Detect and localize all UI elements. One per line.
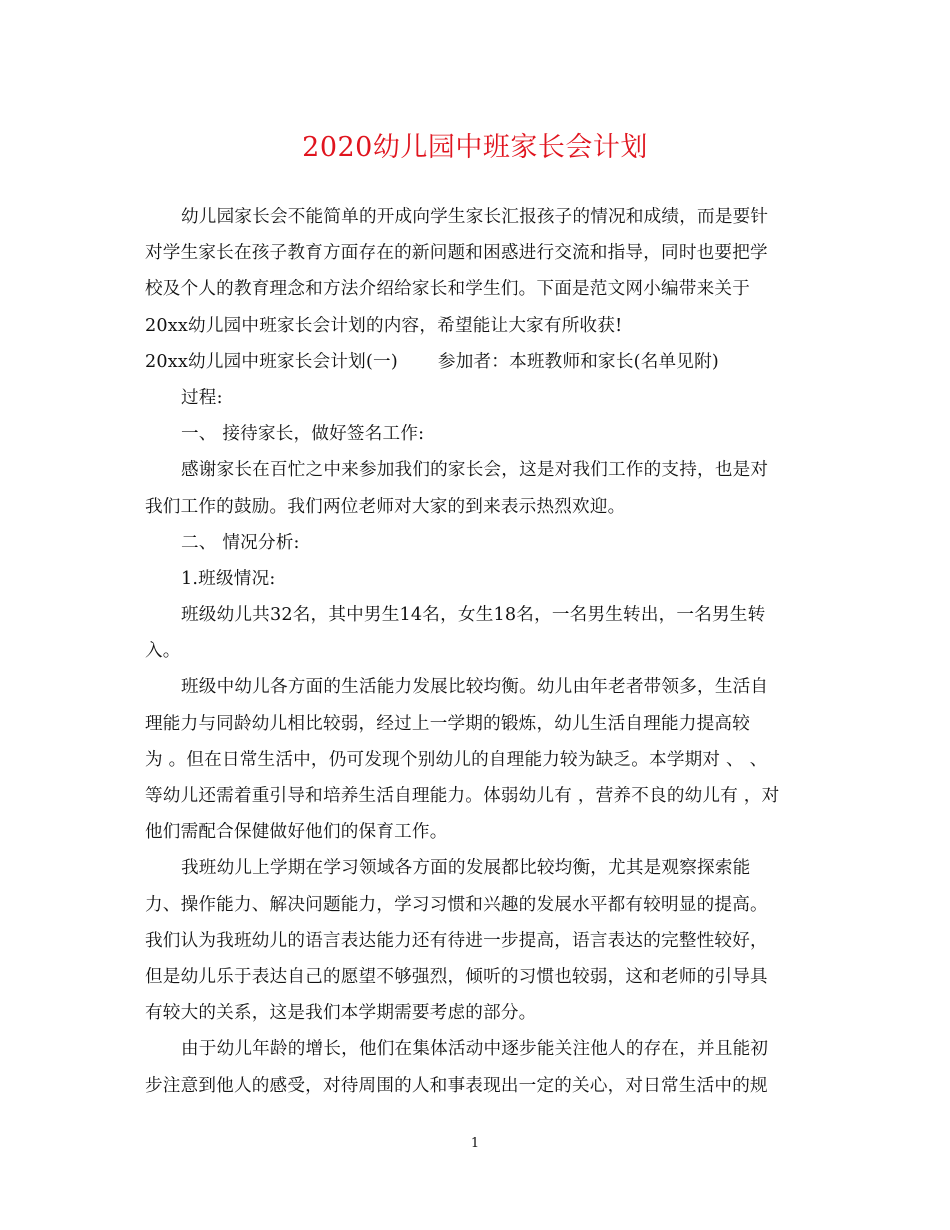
section-heading: 二、 情况分析: (181, 532, 300, 553)
paragraph-line: 我们工作的鼓励。我们两位老师对大家的到来表示热烈欢迎。 (145, 496, 626, 517)
paragraph-line: 等幼儿还需着重引导和培养生活自理能力。体弱幼儿有 ，营养不良的幼儿有 ，对 (145, 786, 780, 806)
paragraph-line: 班级中幼儿各方面的生活能力发展比较均衡。幼儿由年老者带领多，生活自 (181, 677, 769, 698)
paragraph-line: 对学生家长在孩子教育方面存在的新问题和困惑进行交流和指导，同时也要把学 (145, 243, 768, 264)
subsection-heading: 1.班级情况: (181, 568, 276, 589)
paragraph-line: 校及个人的教育理念和方法介绍给家长和学生们。下面是范文网小编带来关于 (145, 279, 750, 300)
paragraph-line: 为 。但在日常生活中，仍可发现个别幼儿的自理能力较为缺乏。本学期对 、 、 (145, 749, 768, 770)
paragraph-line: 感谢家长在百忙之中来参加我们的家长会，这是对我们工作的支持，也是对 (181, 460, 769, 481)
paragraph-line: 理能力与同龄幼儿相比较弱，经过上一学期的锻炼，幼儿生活自理能力提高较 (145, 713, 750, 734)
section-heading: 一、 接待家长，做好签名工作: (181, 424, 425, 445)
paragraph-line: 力、操作能力、解决问题能力，学习习惯和兴趣的发展水平都有较明显的提高。 (145, 894, 768, 915)
paragraph-line: 他们需配合保健做好他们的保育工作。 (145, 822, 448, 843)
paragraph-line: 幼儿园家长会不能简单的开成向学生家长汇报孩子的情况和成绩，而是要针 (181, 207, 769, 227)
document-title: 2020幼儿园中班家长会计划 (302, 132, 648, 163)
page-number: 1 (470, 1136, 480, 1151)
paragraph-line: 我班幼儿上学期在学习领域各方面的发展都比较均衡，尤其是观察探索能 (181, 858, 751, 879)
paragraph-line: 有较大的关系，这是我们本学期需要考虑的部分。 (145, 1003, 537, 1024)
paragraph-line: 由于幼儿年龄的增长，他们在集体活动中逐步能关注他人的存在，并且能初 (181, 1039, 769, 1060)
plan-heading: 20xx幼儿园中班家长会计划(一) (145, 351, 398, 372)
paragraph-line: 步注意到他人的感受，对待周围的人和事表现出一定的关心，对日常生活中的规 (145, 1075, 768, 1096)
document-body (145, 199, 815, 1104)
paragraph-line: 我们认为我班幼儿的语言表达能力还有待进一步提高，语言表达的完整性较好， (145, 930, 768, 951)
paragraph-line: 入。 (145, 641, 181, 662)
paragraph-line: 但是幼儿乐于表达自己的愿望不够强烈，倾听的习惯也较弱，这和老师的引导具 (145, 966, 768, 987)
section-label: 过程: (181, 387, 223, 408)
plan-heading-line (145, 344, 815, 380)
participants-text: 参加者：本班教师和家长(名单见附) (437, 351, 719, 372)
paragraph-line: 20xx幼儿园中班家长会计划的内容，希望能让大家有所收获! (145, 315, 623, 336)
paragraph-line: 班级幼儿共32名，其中男生14名，女生18名，一名男生转出，一名男生转 (181, 605, 766, 626)
